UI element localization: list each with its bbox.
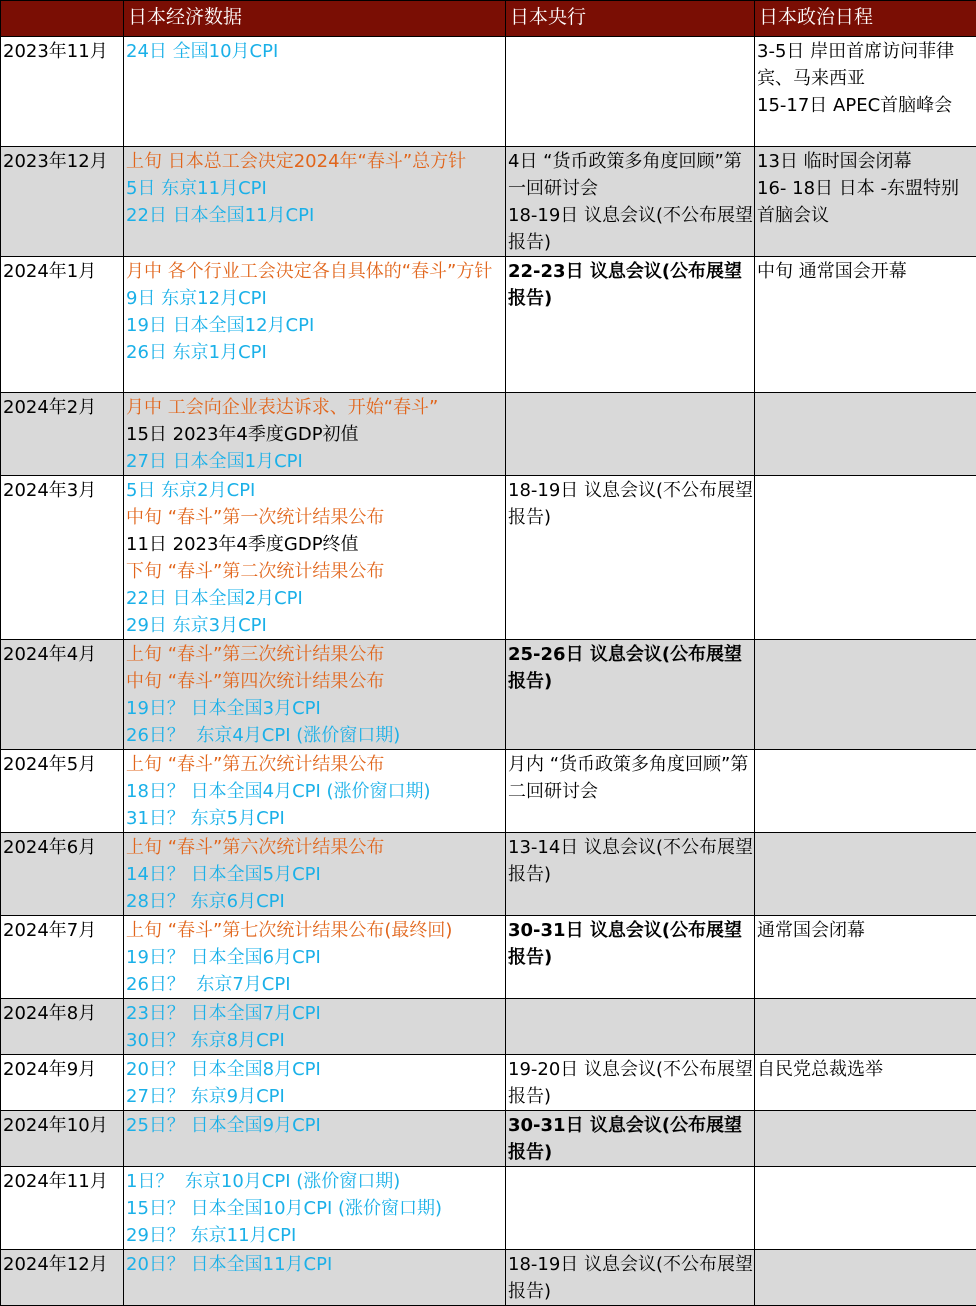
boj-cell	[506, 37, 755, 147]
econ-data-cell-line: 1日？ 东京10月CPI (涨价窗口期)	[126, 1168, 505, 1195]
boj-cell	[506, 1250, 755, 1306]
month-cell: 2024年2月	[1, 393, 124, 476]
econ-data-cell-line: 20日？ 日本全国11月CPI	[126, 1251, 505, 1278]
boj-cell	[506, 1055, 755, 1111]
header-econ-data: 日本经济数据	[124, 1, 506, 37]
table-row	[1, 833, 976, 916]
econ-data-cell-line: 29日 东京3月CPI	[126, 612, 505, 639]
table-row	[1, 640, 976, 750]
econ-data-cell-line: 上旬 “春斗”第七次统计结果公布(最终回)	[126, 917, 505, 944]
econ-data-cell-line: 下旬 “春斗”第二次统计结果公布	[126, 558, 505, 585]
table-row	[1, 257, 976, 393]
econ-data-cell-line: 26日？ 东京4月CPI (涨价窗口期)	[126, 722, 505, 749]
econ-data-cell-line: 29日？ 东京11月CPI	[126, 1222, 505, 1249]
boj-cell	[506, 147, 755, 257]
table-row	[1, 147, 976, 257]
month-cell: 2024年6月	[1, 833, 124, 916]
econ-data-cell	[124, 147, 506, 257]
table-row	[1, 1055, 976, 1111]
month-cell: 2024年5月	[1, 750, 124, 833]
politics-cell-line: 中旬 通常国会开幕	[757, 258, 976, 285]
boj-cell-line: 18-19日 议息会议(不公布展望报告)	[508, 477, 754, 531]
econ-data-cell-line: 15日 2023年4季度GDP初值	[126, 421, 505, 448]
politics-cell	[755, 393, 976, 476]
boj-cell	[506, 1111, 755, 1167]
politics-cell-line: 15-17日 APEC首脑峰会	[757, 92, 976, 119]
boj-cell-line: 18-19日 议息会议(不公布展望报告)	[508, 202, 754, 256]
month-cell: 2024年7月	[1, 916, 124, 999]
boj-cell	[506, 833, 755, 916]
politics-cell-line: 16- 18日 日本 -东盟特别首脑会议	[757, 175, 976, 229]
boj-cell-line: 25-26日 议息会议(公布展望报告)	[508, 641, 754, 695]
politics-cell	[755, 833, 976, 916]
econ-data-cell-line: 上旬 “春斗”第三次统计结果公布	[126, 641, 505, 668]
econ-data-cell-line: 中旬 “春斗”第四次统计结果公布	[126, 668, 505, 695]
table-row	[1, 37, 976, 147]
month-cell: 2023年12月	[1, 147, 124, 257]
politics-cell	[755, 916, 976, 999]
month-cell: 2024年1月	[1, 257, 124, 393]
econ-data-cell	[124, 476, 506, 640]
econ-data-cell-line: 30日？ 东京8月CPI	[126, 1027, 505, 1054]
econ-data-cell-line: 26日 东京1月CPI	[126, 339, 505, 366]
boj-cell-line: 18-19日 议息会议(不公布展望报告)	[508, 1251, 754, 1305]
econ-data-cell	[124, 750, 506, 833]
econ-data-cell	[124, 1055, 506, 1111]
table-row	[1, 1167, 976, 1250]
boj-cell	[506, 393, 755, 476]
boj-cell	[506, 916, 755, 999]
econ-data-cell-line: 月中 工会向企业表达诉求、开始“春斗”	[126, 394, 505, 421]
table-row	[1, 393, 976, 476]
header-month	[1, 1, 124, 37]
boj-cell	[506, 1167, 755, 1250]
politics-cell	[755, 1250, 976, 1306]
politics-cell	[755, 257, 976, 393]
boj-cell-line: 月内 “货币政策多角度回顾”第二回研讨会	[508, 751, 754, 805]
boj-cell	[506, 640, 755, 750]
calendar-body	[1, 37, 976, 1306]
econ-data-cell	[124, 833, 506, 916]
econ-data-cell	[124, 37, 506, 147]
econ-data-cell-line: 25日？ 日本全国9月CPI	[126, 1112, 505, 1139]
politics-cell	[755, 640, 976, 750]
table-row	[1, 916, 976, 999]
econ-data-cell-line: 27日？ 东京9月CPI	[126, 1083, 505, 1110]
econ-data-cell-line: 23日？ 日本全国7月CPI	[126, 1000, 505, 1027]
month-cell: 2024年12月	[1, 1250, 124, 1306]
econ-data-cell-line: 上旬 “春斗”第六次统计结果公布	[126, 834, 505, 861]
econ-data-cell	[124, 999, 506, 1055]
econ-data-cell	[124, 916, 506, 999]
econ-data-cell-line: 28日？ 东京6月CPI	[126, 888, 505, 915]
boj-cell-line: 19-20日 议息会议(不公布展望报告)	[508, 1056, 754, 1110]
econ-data-cell	[124, 1111, 506, 1167]
table-row	[1, 1250, 976, 1306]
econ-data-cell	[124, 640, 506, 750]
econ-data-cell-line: 27日 日本全国1月CPI	[126, 448, 505, 475]
econ-data-cell-line: 19日 日本全国12月CPI	[126, 312, 505, 339]
boj-cell	[506, 999, 755, 1055]
month-cell: 2024年4月	[1, 640, 124, 750]
header-row	[1, 1, 976, 37]
boj-cell-line: 22-23日 议息会议(公布展望报告)	[508, 258, 754, 312]
politics-cell	[755, 476, 976, 640]
politics-cell-line: 3-5日 岸田首席访问菲律宾、马来西亚	[757, 38, 976, 92]
econ-data-cell-line: 中旬 “春斗”第一次统计结果公布	[126, 504, 505, 531]
table-row	[1, 476, 976, 640]
politics-cell	[755, 1167, 976, 1250]
month-cell: 2024年10月	[1, 1111, 124, 1167]
boj-cell-line: 30-31日 议息会议(公布展望报告)	[508, 1112, 754, 1166]
politics-cell	[755, 147, 976, 257]
boj-cell-line: 13-14日 议息会议(不公布展望报告)	[508, 834, 754, 888]
table-row	[1, 750, 976, 833]
econ-data-cell-line: 26日？ 东京7月CPI	[126, 971, 505, 998]
boj-cell-line: 4日 “货币政策多角度回顾”第一回研讨会	[508, 148, 754, 202]
econ-data-cell-line: 19日？ 日本全国6月CPI	[126, 944, 505, 971]
boj-cell	[506, 476, 755, 640]
econ-data-cell-line: 14日？ 日本全国5月CPI	[126, 861, 505, 888]
politics-cell	[755, 37, 976, 147]
month-cell: 2024年9月	[1, 1055, 124, 1111]
econ-data-cell-line: 11日 2023年4季度GDP终值	[126, 531, 505, 558]
econ-data-cell	[124, 1250, 506, 1306]
politics-cell	[755, 750, 976, 833]
econ-data-cell-line: 24日 全国10月CPI	[126, 38, 505, 65]
econ-data-cell	[124, 393, 506, 476]
politics-cell	[755, 1111, 976, 1167]
boj-cell	[506, 750, 755, 833]
econ-data-cell-line: 上旬 “春斗”第五次统计结果公布	[126, 751, 505, 778]
econ-data-cell-line: 22日 日本全国11月CPI	[126, 202, 505, 229]
month-cell: 2024年3月	[1, 476, 124, 640]
econ-data-cell-line: 31日？ 东京5月CPI	[126, 805, 505, 832]
econ-data-cell-line: 上旬 日本总工会决定2024年“春斗”总方针	[126, 148, 505, 175]
econ-data-cell-line: 22日 日本全国2月CPI	[126, 585, 505, 612]
header-politics: 日本政治日程	[755, 1, 976, 37]
month-cell: 2023年11月	[1, 37, 124, 147]
econ-data-cell-line: 5日 东京2月CPI	[126, 477, 505, 504]
econ-data-cell-line: 15日？ 日本全国10月CPI (涨价窗口期)	[126, 1195, 505, 1222]
econ-data-cell	[124, 257, 506, 393]
table-row	[1, 999, 976, 1055]
econ-data-cell-line: 20日？ 日本全国8月CPI	[126, 1056, 505, 1083]
politics-cell-line: 13日 临时国会闭幕	[757, 148, 976, 175]
politics-cell-line: 通常国会闭幕	[757, 917, 976, 944]
econ-data-cell-line: 月中 各个行业工会决定各自具体的“春斗”方针	[126, 258, 505, 285]
econ-data-cell-line: 5日 东京11月CPI	[126, 175, 505, 202]
boj-cell	[506, 257, 755, 393]
econ-data-cell	[124, 1167, 506, 1250]
politics-cell	[755, 999, 976, 1055]
month-cell: 2024年8月	[1, 999, 124, 1055]
boj-cell-line: 30-31日 议息会议(公布展望报告)	[508, 917, 754, 971]
politics-cell	[755, 1055, 976, 1111]
month-cell: 2024年11月	[1, 1167, 124, 1250]
econ-data-cell-line: 9日 东京12月CPI	[126, 285, 505, 312]
table-row	[1, 1111, 976, 1167]
header-boj: 日本央行	[506, 1, 755, 37]
econ-data-cell-line: 18日？ 日本全国4月CPI (涨价窗口期)	[126, 778, 505, 805]
econ-data-cell-line: 19日？ 日本全国3月CPI	[126, 695, 505, 722]
politics-cell-line: 自民党总裁选举	[757, 1056, 976, 1083]
